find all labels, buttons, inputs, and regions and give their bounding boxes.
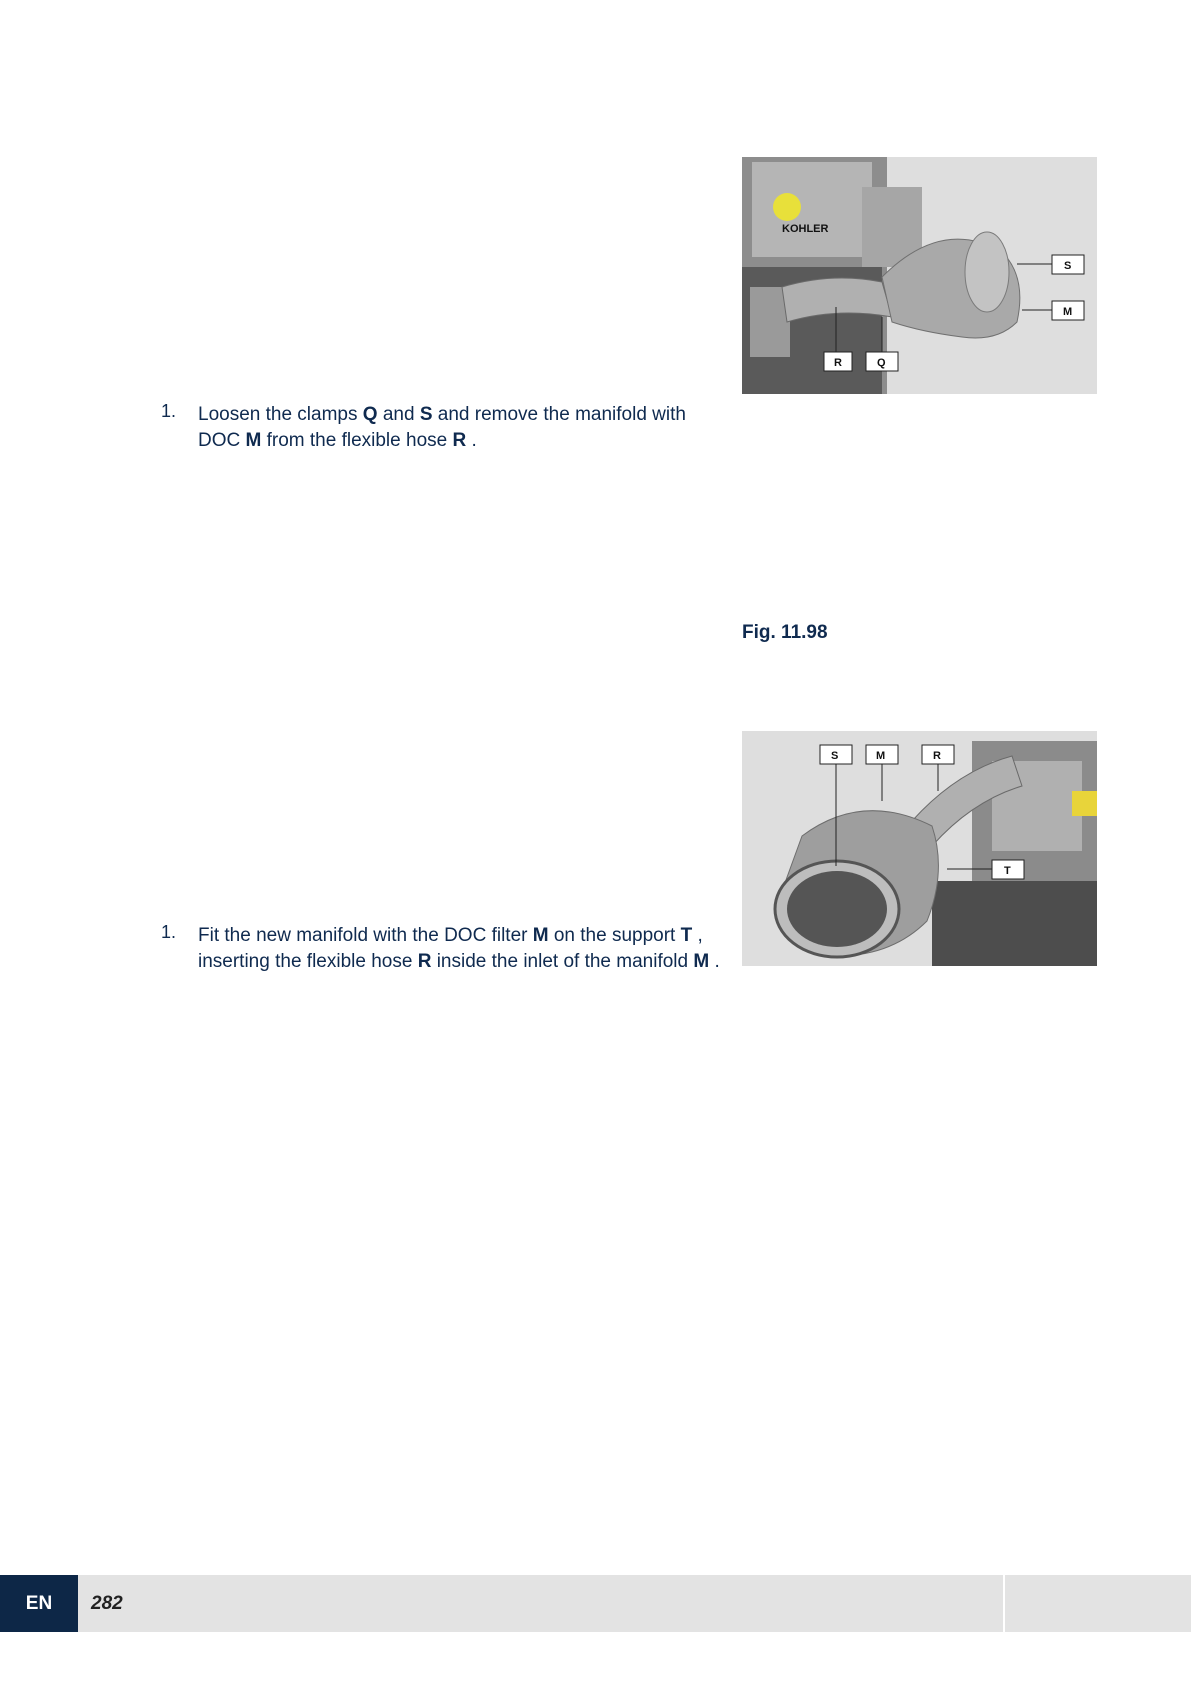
figure-caption: Fig. 11.98 [742, 622, 828, 643]
brand-label: KOHLER [782, 223, 829, 235]
step-number: 1. [161, 922, 177, 942]
page-number: 282 [91, 1592, 123, 1614]
oil-cap-icon [773, 193, 801, 221]
callout-m: M [1063, 306, 1073, 318]
step-text: Fit the new manifold with the DOC filter M on the support T , inserting the flexible hose R inside the inlet of the manifold M . [198, 925, 720, 972]
callout-r: R [933, 750, 941, 762]
footer-divider [1003, 1575, 1005, 1632]
callout-s: S [831, 750, 839, 762]
engine-illustration-2 [742, 731, 1097, 966]
callout-q: Q [877, 357, 886, 369]
figure-manifold-installation [742, 731, 1097, 966]
callout-r: R [834, 357, 842, 369]
callout-s: S [1064, 260, 1072, 272]
callout-m: M [876, 750, 886, 762]
step-number: 1. [161, 401, 177, 421]
step-text: Loosen the clamps Q and S and remove the manifold with DOC M from the flexible hose R . [198, 404, 686, 451]
engine-illustration-1 [742, 157, 1097, 394]
callout-t: T [1004, 865, 1011, 877]
page-footer [0, 1575, 1191, 1632]
language-badge: EN [0, 1575, 78, 1632]
figure-manifold-removal [742, 157, 1097, 394]
